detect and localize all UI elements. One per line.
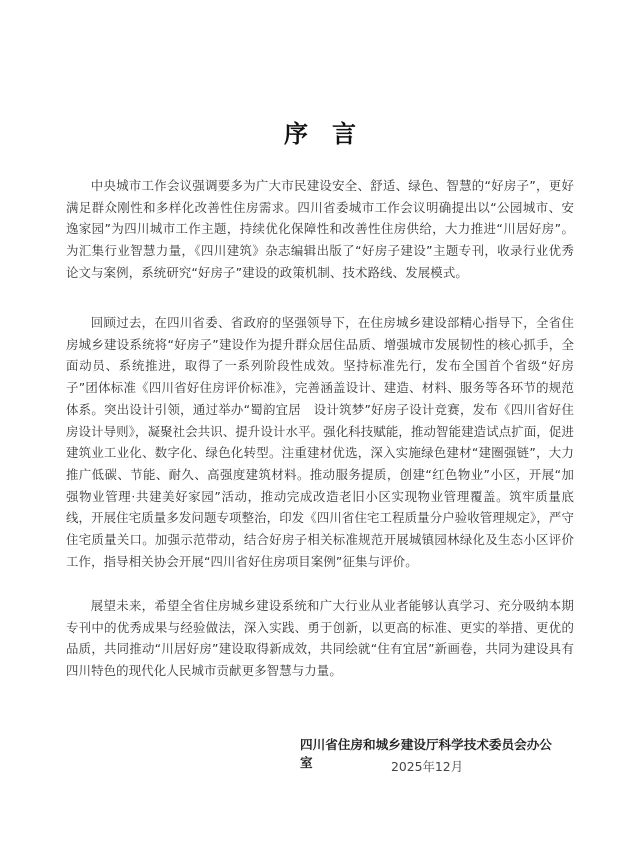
signature-date: 2025年12月	[391, 759, 464, 774]
page-title	[0, 118, 640, 150]
paragraph-review: 回顾过去，在四川省委、省政府的坚强领导下，在住房城乡建设部精心指导下，全省住房城乡建设系统将“好房子”建设作为提升群众居住品质、增强城市发展韧性的核心抓手，全面动员、系统推进，取得了一系列阶段性成效。坚持标准先行，发布全国首个省级“好房子”团体标准《四川省好住房评价标准》，完善涵盖设计、建造、材料、服务等各环节的规范体系。突出设计引领，通过举办“蜀韵宜居 设计筑梦”好房子设计竞赛，发布《四川省好住房设计导则》，凝聚社会共识、提升设计水平。强化科技赋能，推动智能建造试点扩面，促进建筑业工业化、数字化、绿色化转型。注重建材优选，深入实施绿色建材“建圈强链”，大力推广低碳、节能、耐久、高强度建筑材料。推动服务提质，创建“红色物业”小区，开展“加强物业管理·共建美好家园”活动，推动完成改造老旧小区实现物业管理覆盖。筑牢质量底线，开展住宅质量多发问题专项整治，印发《四川省住宅工程质量分户验收管理规定》，严守住宅质量关口。加强示范带动，结合好房子相关标准规范开展城镇园林绿化及生态小区评价工作，指导相关协会开展“四川省好住房项目案例”征集与评价。	[66, 315, 574, 569]
signature-organization: 四川省住房和城乡建设厅科学技术委员会办公室	[300, 737, 552, 770]
title-char-2: 言	[332, 120, 356, 148]
paragraph-outlook: 展望未来，希望全省住房城乡建设系统和广大行业从业者能够认真学习、充分吸纳本期专刊中的优秀成果与经验做法，深入实践、勇于创新，以更高的标准、更实的举措、更优的品质，共同推动“川居好房”建设取得新成效，共同绘就“住有宜居”新画卷，共同为建设具有四川特色的现代化人民城市贡献更多智慧与力量。	[66, 598, 574, 679]
paragraph-intro: 中央城市工作会议强调要多为广大市民建设安全、舒适、绿色、智慧的“好房子”，更好满足群众刚性和多样化改善性住房需求。四川省委城市工作会议明确提出以“公园城市、安逸家园”为四川城市工作主题，持续优化保障性和改善性住房供给，大力推进“川居好房”。为汇集行业智慧力量，《四川建筑》杂志编辑出版了“好房子建设”主题专刊，收录行业优秀论文与案例，系统研究“好房子”建设的政策机制、技术路线、发展模式。	[66, 178, 574, 280]
title-char-1: 序	[284, 120, 308, 148]
